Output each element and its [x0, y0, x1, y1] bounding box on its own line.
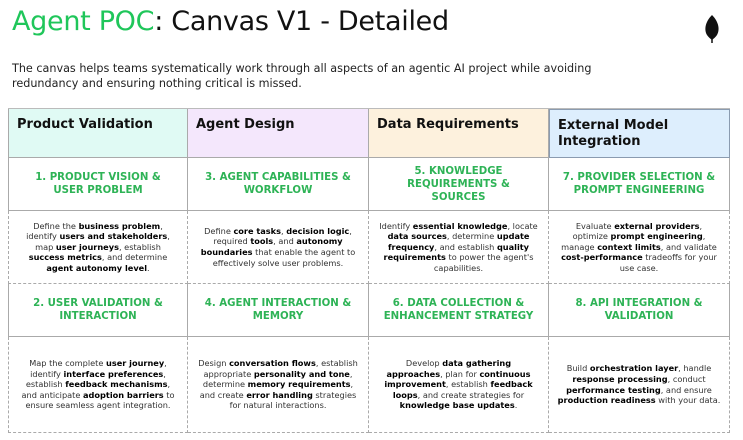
key-term: core tasks: [233, 225, 282, 236]
key-term: decision logic: [286, 225, 350, 236]
text-segment: .: [147, 262, 150, 273]
text-segment: , establish: [118, 241, 161, 252]
key-term: knowledge base updates: [399, 400, 515, 411]
key-term: performance testing: [566, 384, 661, 395]
section-description: [549, 337, 730, 433]
text-segment: , and ensure: [660, 384, 712, 395]
text-segment: that enable the agent to effectively solve user problems.: [212, 247, 356, 268]
key-term: autonomy boundaries: [200, 236, 343, 257]
text-segment: , and validate: [660, 241, 717, 252]
key-term: users and stakeholders: [59, 231, 168, 242]
key-term: agent autonomy level: [46, 262, 148, 273]
text-segment: , identify: [26, 220, 163, 242]
leaf-icon: [703, 14, 721, 48]
text-segment: , and create strategies for: [417, 389, 525, 400]
text-segment: , and create: [199, 379, 354, 400]
intro-text: The canvas helps teams systematically work through all aspects of an agentic AI project while avoiding redundancy and ensuring nothing critical is missed.: [12, 62, 592, 90]
page-title: [12, 6, 449, 37]
section-title: 5. KNOWLEDGE REQUIREMENTS & SOURCES: [369, 158, 549, 211]
page-title-rest: : Canvas V1 - Detailed: [154, 6, 449, 37]
text-segment: tradeoffs for your use case.: [619, 252, 717, 273]
column-header: Agent Design: [188, 109, 369, 158]
section-title: 2. USER VALIDATION & INTERACTION: [8, 284, 188, 337]
description-text: [557, 363, 721, 405]
section-description: [8, 211, 188, 284]
section-title: 3. AGENT CAPABILITIES & WORKFLOW: [188, 158, 369, 211]
description-text: [17, 358, 179, 411]
section-description: [549, 211, 730, 284]
text-segment: , establish appropriate: [203, 358, 358, 379]
description-text: [557, 221, 721, 274]
text-segment: , required: [213, 225, 352, 247]
text-segment: , conduct: [667, 373, 706, 384]
text-segment: Develop: [405, 358, 443, 369]
description-text: [377, 221, 540, 274]
key-term: continuous improvement: [384, 368, 531, 390]
section-title: 8. API INTEGRATION & VALIDATION: [549, 284, 730, 337]
key-term: memory requirements: [247, 379, 351, 390]
key-term: cost-performance: [561, 252, 643, 263]
key-term: personality and tone: [253, 368, 350, 379]
key-term: context limits: [597, 241, 661, 252]
key-term: user journeys: [55, 241, 119, 252]
key-term: user journey: [106, 358, 165, 369]
key-term: orchestration layer: [589, 363, 679, 374]
section-title: 1. PRODUCT VISION & USER PROBLEM: [8, 158, 188, 211]
text-segment: .: [514, 400, 518, 411]
key-term: interface preferences: [63, 368, 164, 379]
key-term: response processing: [572, 373, 668, 384]
text-segment: ,: [281, 225, 287, 236]
text-segment: , manage: [561, 231, 706, 252]
text-segment: Evaluate: [575, 220, 615, 231]
text-segment: strategies for natural interactions.: [229, 389, 357, 411]
text-segment: with your data.: [655, 395, 721, 406]
key-term: success metrics: [28, 252, 102, 263]
key-term: business problem: [78, 220, 161, 231]
section-title: 4. AGENT INTERACTION & MEMORY: [188, 284, 369, 337]
text-segment: , plan for: [440, 368, 480, 379]
text-segment: Define: [204, 225, 234, 236]
key-term: conversation flows: [229, 358, 316, 369]
column-header: External Model Integration: [549, 109, 730, 158]
text-segment: , and: [273, 236, 297, 247]
description-text: [377, 358, 540, 411]
key-term: essential knowledge: [412, 220, 508, 231]
section-description: [188, 211, 369, 284]
key-term: external providers: [614, 220, 700, 231]
key-term: prompt engineering: [610, 231, 703, 242]
key-term: adoption barriers: [83, 389, 164, 400]
column-header: Data Requirements: [369, 109, 549, 158]
text-segment: , and establish: [434, 241, 497, 252]
section-description: [188, 337, 369, 433]
section-description: [369, 337, 549, 433]
text-segment: to ensure seamless agent integration.: [25, 389, 175, 411]
canvas-grid: [8, 108, 730, 433]
text-segment: , locate: [507, 220, 538, 231]
text-segment: , map: [35, 231, 170, 252]
text-segment: Build: [566, 363, 590, 374]
text-segment: , determine: [446, 231, 497, 242]
key-term: error handling: [246, 389, 313, 400]
text-segment: Design: [198, 358, 230, 369]
column-header: Product Validation: [8, 109, 188, 158]
key-term: update frequency: [387, 231, 530, 252]
key-term: tools: [250, 236, 274, 247]
key-term: quality requirements: [383, 241, 530, 263]
description-text: [17, 221, 179, 274]
key-term: data sources: [387, 231, 447, 242]
text-segment: , and determine: [101, 252, 168, 263]
text-segment: Define the: [33, 220, 79, 231]
section-description: [369, 211, 549, 284]
text-segment: Identify: [379, 220, 413, 231]
text-segment: , optimize: [572, 220, 703, 242]
text-segment: , identify: [30, 358, 167, 379]
text-segment: , establish: [445, 379, 491, 390]
section-title: 7. PROVIDER SELECTION & PROMPT ENGINEERING: [549, 158, 730, 211]
text-segment: , determine: [202, 368, 353, 390]
text-segment: to power the agent's capabilities.: [433, 252, 534, 273]
key-term: feedback mechanisms: [65, 379, 168, 390]
section-description: [8, 337, 188, 433]
key-term: production readiness: [557, 395, 656, 406]
text-segment: , establish: [25, 368, 166, 390]
description-text: [196, 358, 360, 411]
text-segment: , and anticipate: [21, 379, 171, 400]
key-term: data gathering approaches: [386, 358, 512, 379]
text-segment: Map the complete: [29, 358, 106, 369]
page-title-accent: Agent POC: [12, 6, 155, 37]
text-segment: , handle: [678, 363, 712, 374]
key-term: feedback loops: [392, 379, 533, 400]
description-text: [196, 226, 360, 268]
section-title: 6. DATA COLLECTION & ENHANCEMENT STRATEGY: [369, 284, 549, 337]
